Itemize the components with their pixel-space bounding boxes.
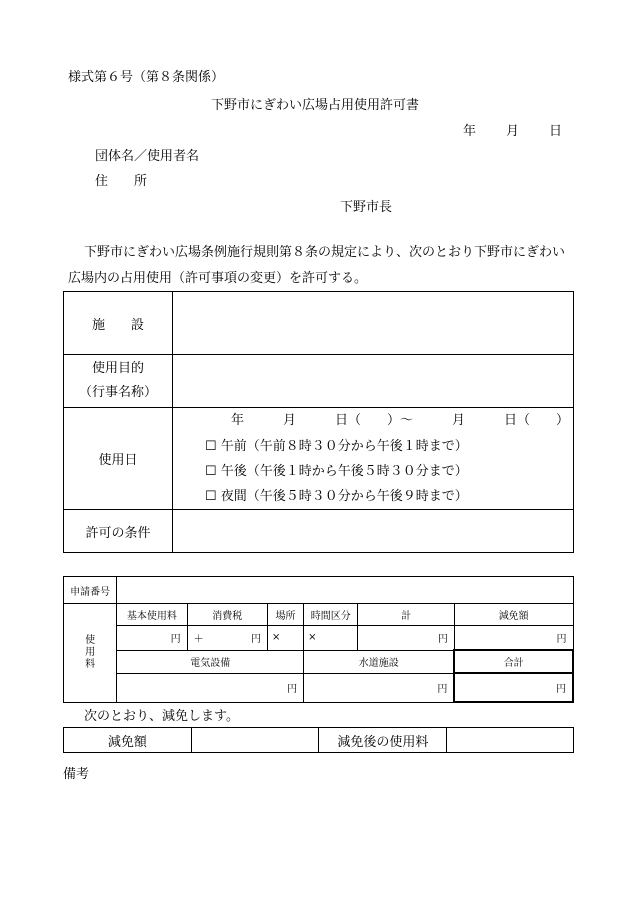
after-reduction-label: 減免後の使用料: [319, 728, 447, 753]
date-year-label: 年: [463, 124, 477, 139]
issue-date: [463, 120, 562, 139]
electric-field[interactable]: 円: [117, 673, 304, 702]
date-month-label: 月: [506, 124, 520, 139]
permit-statement: 下野市にぎわい広場条例施行規則第８条の規定により、次のとおり下野市にぎわい広場内の占用使用（許可事項の変更）を許可する。: [68, 245, 566, 286]
document-title: 下野市にぎわい広場占用使用許可書: [210, 98, 419, 113]
fee-label: 使用料: [64, 604, 117, 703]
usage-date-label: 使用日: [64, 408, 173, 510]
reduction-field[interactable]: 円: [454, 626, 573, 651]
reduction-amount-label: 減免額: [64, 728, 192, 753]
facility-field[interactable]: [173, 292, 574, 355]
usage-date-field[interactable]: [173, 408, 574, 510]
header-location: 場所: [267, 604, 303, 626]
purpose-field[interactable]: [173, 355, 574, 408]
option-afternoon-checkbox[interactable]: ☐ 午後（午後１時から午後５時３０分まで）: [205, 464, 468, 479]
reduction-amount-field[interactable]: [191, 728, 319, 753]
total-field[interactable]: 円: [454, 673, 573, 702]
total-label: 合計: [454, 650, 573, 673]
mayor-name: 下野市長: [340, 200, 393, 215]
permit-details-table: [63, 291, 574, 553]
reduction-table: [63, 727, 574, 753]
water-field[interactable]: 円: [304, 673, 455, 702]
form-number: 様式第６号（第８条関係）: [68, 70, 225, 85]
water-label: 水道施設: [304, 650, 455, 673]
org-name-label: 団体名／使用者名: [95, 149, 200, 164]
reduction-note: 次のとおり、減免します。: [84, 709, 239, 724]
conditions-field[interactable]: [173, 510, 574, 553]
facility-label: 施 設: [64, 292, 173, 355]
conditions-label: 許可の条件: [64, 510, 173, 553]
address-label: 住 所: [95, 174, 148, 189]
option-morning-checkbox[interactable]: ☐ 午前（午前８時３０分から午後１時まで）: [205, 439, 468, 454]
date-day-label: 日: [549, 124, 563, 139]
header-subtotal: 計: [358, 604, 454, 626]
header-tax: 消費税: [187, 604, 267, 626]
electric-label: 電気設備: [117, 650, 304, 673]
option-night-checkbox[interactable]: ☐ 夜間（午後５時３０分から午後９時まで）: [205, 489, 468, 504]
header-time-slot: 時間区分: [304, 604, 358, 626]
after-reduction-field[interactable]: [447, 728, 574, 753]
basic-fee-field[interactable]: 円: [117, 626, 187, 651]
application-no-field[interactable]: [117, 577, 573, 604]
subtotal-field[interactable]: 円: [358, 626, 454, 651]
remarks-label: 備考: [63, 767, 90, 782]
time-slot-field[interactable]: ×: [304, 626, 358, 651]
purpose-label: 使用目的 （行事名称）: [64, 355, 173, 408]
tax-field[interactable]: ＋ 円: [187, 626, 267, 651]
header-reduction: 減免額: [454, 604, 573, 626]
header-basic-fee: 基本使用料: [117, 604, 187, 626]
usage-date-range: 年 月 日（ ）～ 月 日（ ）: [231, 413, 570, 428]
application-no-label: 申請番号: [64, 577, 117, 604]
location-field[interactable]: ×: [267, 626, 303, 651]
fee-table: [63, 576, 574, 703]
